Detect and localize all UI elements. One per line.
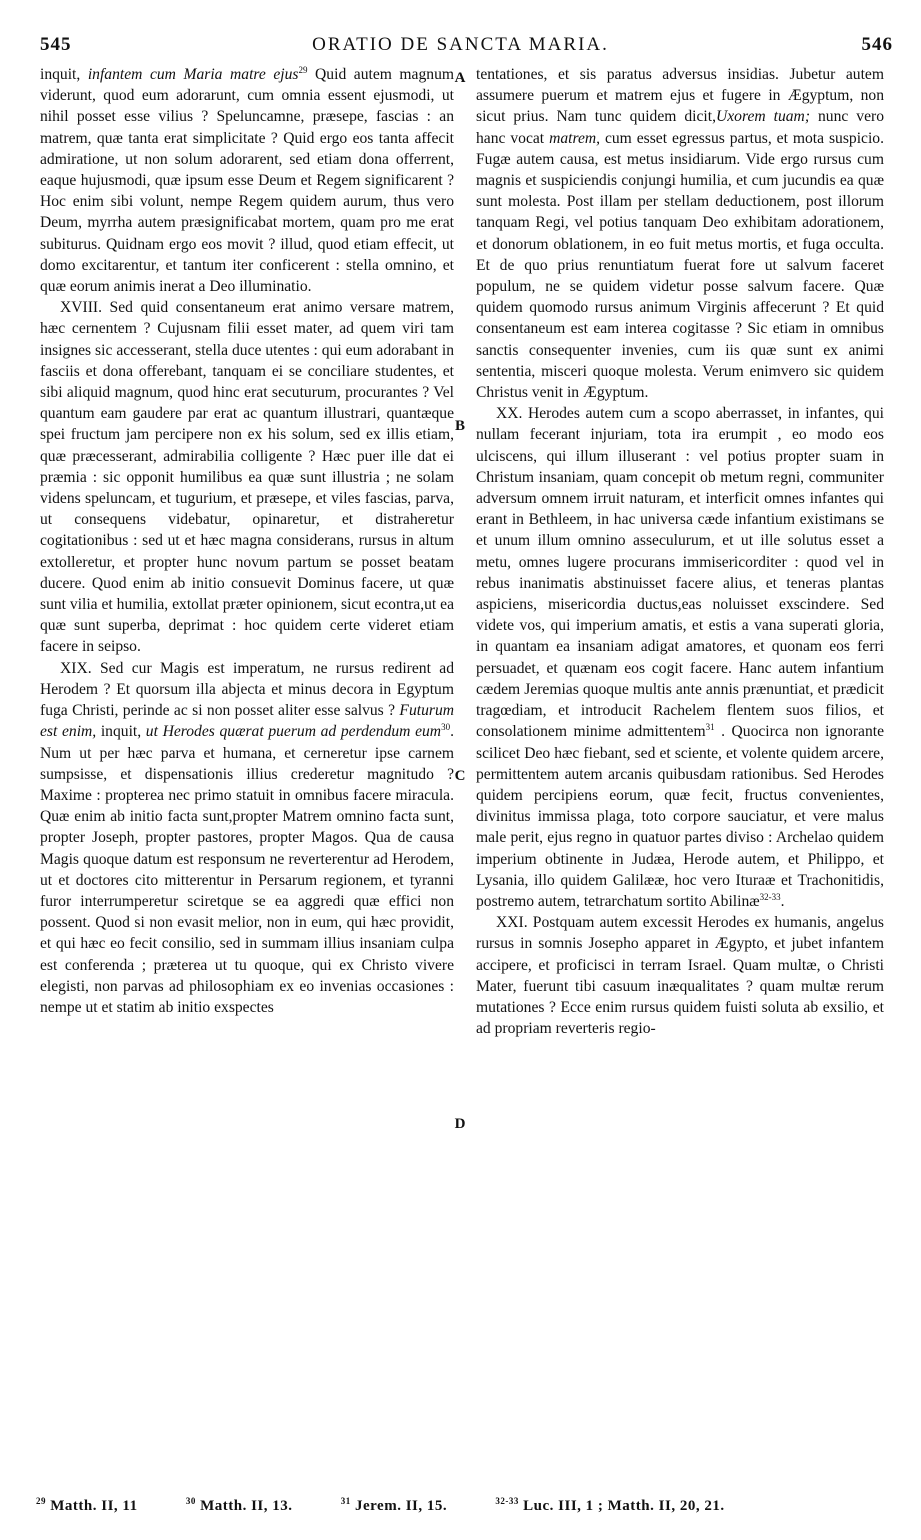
paragraph-continuation [40, 64, 454, 297]
paragraph-continuation [476, 64, 884, 403]
footnote-text: Matth. II, 13. [195, 1498, 293, 1514]
paragraph-xix [40, 658, 454, 1018]
footnote-ref: 30 [441, 722, 451, 733]
margin-letter-c: C [454, 768, 466, 784]
footnote [495, 1498, 746, 1514]
scripture-quote: ut Herodes quærat puerum ad perdendum eum [145, 723, 442, 741]
text-run: tentationes, et sis paratus adversus insidias. Jubetur autem assumere puerum et matrem ejus et fugere in Ægyptum, non sicut prius. Nam tunc quidem dicit, [476, 66, 884, 126]
text-run: . Num ut per hæc parva et humana, et cerneretur ipse carnem sumpsisse, et dispensationis illius crederetur magnitudo ? Maxime : propterea nec primo statuit in omnibus facere miracula. Quæ enim ab initio facta sunt,propter Matrem omnino facta sunt, propter Joseph, propter pastores, propter Magos. Qua de causa Magis quoque datum est responsum ne reverterentur ad Herodem, ut et doctores cito mitterentur in Persarum regionem, et tyranni furor interrumperetur sciretque se ea aggredi quæ effici non possent. Quod si non evasit melior, non in eum, qui hæc providit, et qui hæc eo fecit consilio, sed in summam illius insaniam culpa est conferenda ; præterea ut tu quoque, qui ex Christo vivere elegisti, non parvas ad philosophiam ex eo invenias occasiones : nempe ut et statim ab initio exspectes [40, 723, 454, 1016]
footnote-ref: 29 [298, 65, 308, 75]
page-number-right: 546 [861, 34, 893, 55]
text-run: . Quocirca non ignorante scilicet Deo hæc fiebant, sed et sciente, et volente quidem arcere, permittentem autem arcanis quibusdam rationibus. Sed Herodes quidem percipiens eorum, quæ fecit, fructus convenientes, divinitus immissa plaga, toto corpore sauciatur, et vere malus male perit, ejus regno in quatuor partes diviso : Archelao quidem imperium obtinente in Judæa, Herode autem, et Philippo, et Lysania, illo quidem Galilææ, hoc vero Ituraæ et Trachonitidis, postremo autem, tetrarchatum sortito Abilinæ [476, 723, 884, 910]
paragraph-xx [476, 403, 884, 912]
text-run: Quid autem magnum viderunt, quod eum adorarunt, cum omnia essent ejusmodi, ut nihil posset esse vilius ? Speluncamne, præsepe, fascias : an matrem, quæ tanta erat simplicitate ? Quid ergo eos tanta affecit admiratione, ut non solum adorarent, sed etiam dona offerrent, eaque hujusmodi, quæ ipsum esse Deum et Regem significarent ? Hoc enim sibi volunt, nempe Regem quidem aurum, thus vero Deum, myrrha autem præsignificabat mortem, quam pro me erat subiturus. Quidnam ergo eos movit ? illud, quod etiam effecit, ut domo excitarentur, et tantum iter conficerent : stella omnino, et quæ eorum animis inerat a Deo illuminatio. [40, 66, 454, 296]
footnotes [36, 1498, 896, 1515]
footnote-number: 32-33 [495, 1496, 519, 1506]
scripture-quote: infantem cum Maria matre ejus [87, 66, 299, 83]
running-title: ORATIO DE SANCTA MARIA. [312, 34, 609, 55]
footnote-text: Jerem. II, 15. [350, 1498, 448, 1514]
text-run: inquit, [40, 66, 88, 83]
footnote [341, 1498, 469, 1514]
footnote-number: 29 [36, 1496, 46, 1506]
footnote [36, 1498, 160, 1514]
margin-letter-b: B [454, 418, 465, 434]
right-column [476, 64, 884, 1039]
margin-letter-a: A [454, 70, 466, 86]
footnote-ref: 31 [705, 722, 715, 733]
text-run: XIX. Sed cur Magis est imperatum, ne rursus redirent ad Herodem ? Et quorsum illa abjecta et minus decora in Egyptum fuga Christi, perinde ac si non posset aliter esse salvus ? [40, 659, 454, 720]
paragraph-xxi: XXI. Postquam autem excessit Herodes ex humanis, angelus rursus in somnis Josepho apparet in Ægypto, et jubet infantem accipere, et proficisci in terram Israel. Quam multæ, o Christi Mater, fuerunt tibi casuum inæqualitates ? quam multæ rerum mutationes ? Ecce enim rursus quidem fuisti soluta ab exsilio, et ad propriam reverteris regio- [476, 914, 884, 1038]
footnote-text: Luc. III, 1 ; Matth. II, 20, 21. [518, 1498, 725, 1514]
footnote [186, 1498, 315, 1514]
page-header [0, 26, 921, 60]
page-number-left: 545 [40, 34, 72, 55]
footnote-number: 30 [185, 1496, 196, 1506]
footnote-ref: 32-33 [759, 891, 781, 902]
footnote-number: 31 [340, 1496, 351, 1506]
scripture-quote: matrem, [549, 129, 601, 147]
paragraph-xviii: XVIII. Sed quid consentaneum erat animo versare matrem, hæc cernentem ? Cujusnam filii esset mater, ad quem viri tam insignes sic accesserant, stella duce utentes : qui eum adorabant in fasciis et dona offerebant, tanquam ei se conciliare studentes, et sibi aliquid magnum, quod hinc erat secuturum, procurantes ? Vel quantum eam gaudere par erat ac quantum illustrari, quantæque spei fructum jam percipere non ex his solum, sed ex illis etiam, quæ præcesserant, admirabilia colligente ? Hæc puer ille dat ei præmia : sic opponit humilibus ea quæ sunt illustria ; ne solam videns speluncam, et tugurium, et præsepe, et viles fascias, parva, ut consequens videbatur, opinaretur, et distraheretur cogitationibus : sed ut et hæc magna considerans, rursus in altum extolleretur, et propter hunc novum partum se posset beatam ducere. Quod enim ab initio consuevit Dominus facere, ut quæ sunt vilia et humilia, extollat præter opinionem, sicut econtra,ut ea quæ sunt superba, deprimat : hoc quidem certe videret etiam facere in seipso. [40, 299, 454, 656]
margin-letter-d: D [454, 1116, 466, 1132]
footnote-text: Matth. II, 11 [46, 1498, 138, 1514]
text-run: . [780, 892, 785, 910]
text-run: cum esset egressus partus, et mota suspicio. Fugæ autem causa, est metus insidiarum. Vide ergo rursus cum magnis et suspiciendis conjungi humilia, et cum jucundis ea quæ sunt molesta. Post illam per stellam deductionem, post illorum tanquam Regi, vel potius tanquam Deo exhibitam adorationem, et donorum oblationem, in eo fuit metus mortis, et fuga occulta. Et de quo prius renuntiatum fuerat fore ut salvum faceret populum, ne se quidem videtur posse salvum facere. Quæ quidem quomodo rursus animum Virginis affecerunt ? Et quid consentaneum est eam interea cogitasse ? Sic etiam in omnibus sanctis consequenter invenies, cum iis quæ sunt ex animi sententia, misceri quoque molesta. Verum enimvero sic quidem Christus venit in Ægyptum. [476, 129, 884, 402]
left-column [40, 64, 454, 1018]
scripture-quote: Futurum est enim, [40, 702, 454, 741]
text-run: nunc vero hanc vocat [476, 108, 884, 147]
scripture-quote: Uxorem tuam; [716, 108, 811, 126]
text-run: inquit, [96, 723, 146, 741]
text-run: XX. Herodes autem cum a scopo aberrasset, in infantes, qui nullam fecerant injuriam, tota ira erumpit , eo modo eos ulciscens, qui illum illuserant : vel potius propter suam in Christum insaniam, quam concepit ob metum regni, communiter adversum omnem irruit naturam, et interficit omnes infantes qui erant in Bethleem, in hac universa cæde infantium existimans se et unum illum omnino asseculurum, et ut ille solutus esset a metu, omnes lugere procurans immisericorditer : quod vel in rebus inanimatis abstinuisset facere alius, et teneras plantas aspiciens, misericordia ductus,eas noluisset exscindere. Sed videte vos, qui imperium amatis, et estis a vana superati gloria, in quantam ea insaniam adigat amatores, et quonam eos ferri persuadet, et quænam eos cogit facere. Hanc autem infantium cædem Jeremias quoque multis ante annis prænuntiat, et prædicit tragœdiam, et introducit Rachelem flentem suos filios, et consolationem minime admittentem [476, 405, 884, 741]
